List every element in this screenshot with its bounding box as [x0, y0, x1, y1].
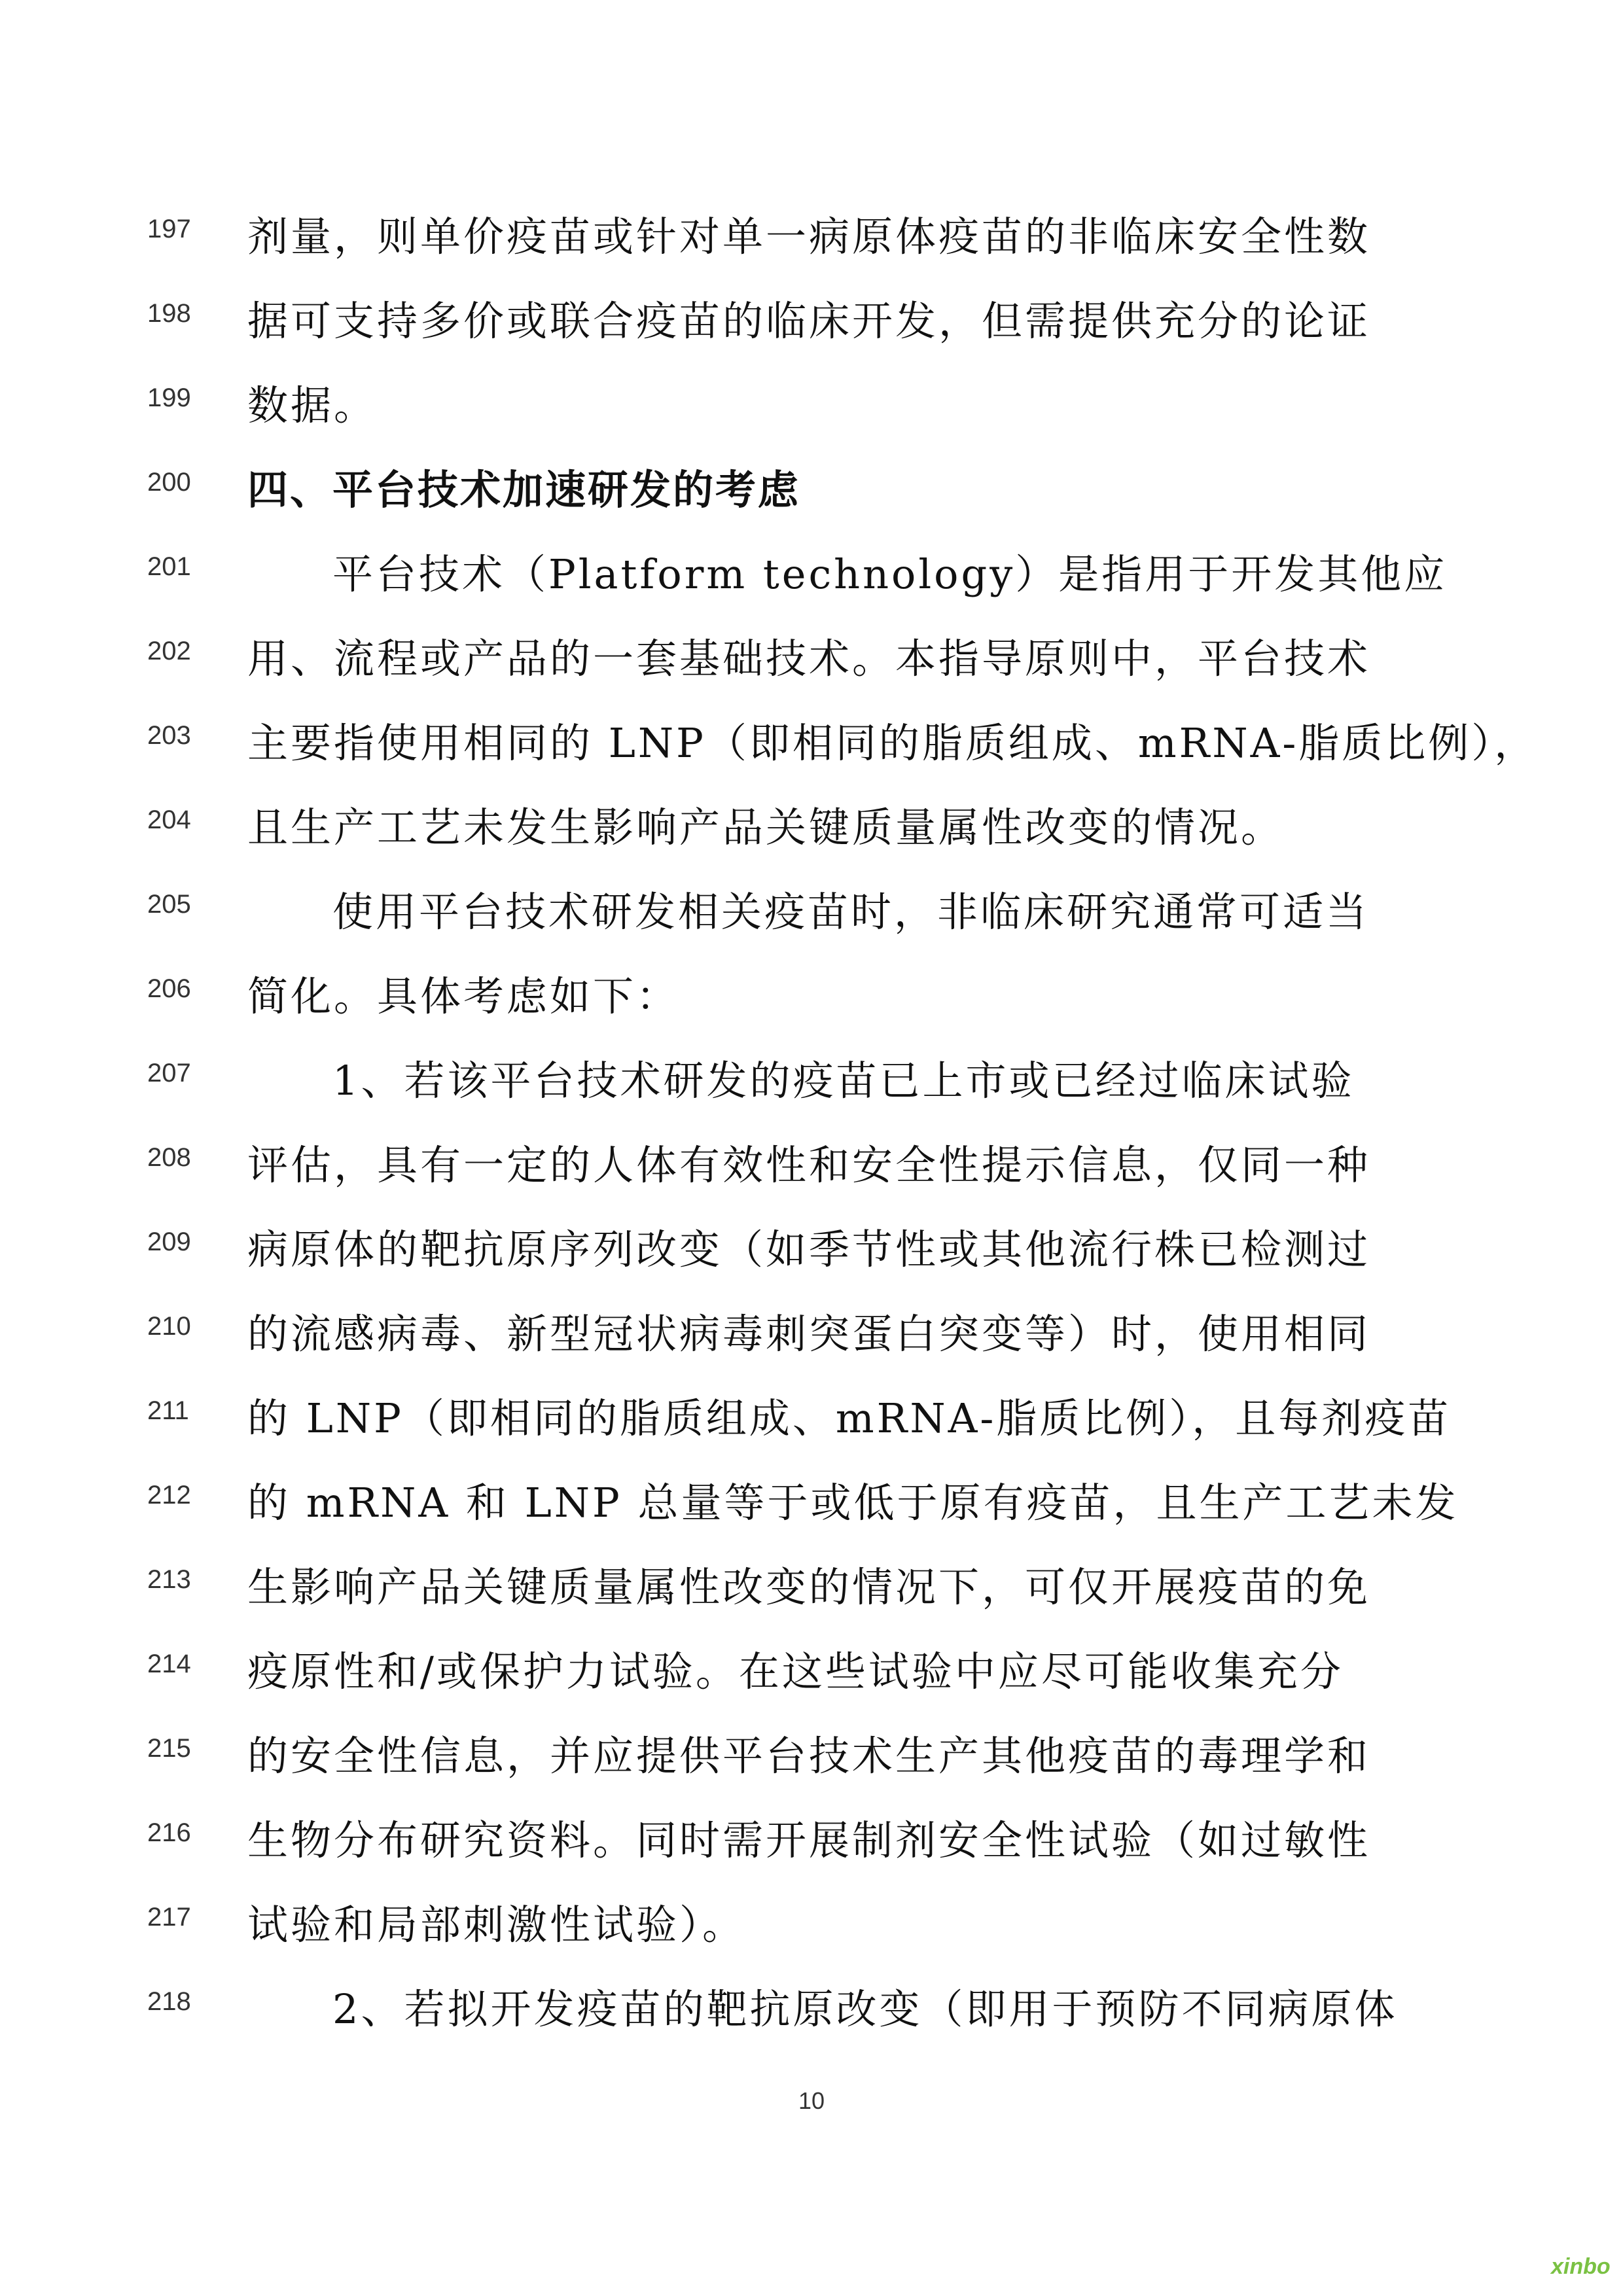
line-number: 216	[147, 1818, 191, 1847]
line-number: 207	[147, 1059, 191, 1087]
text-line	[0, 696, 1623, 781]
text-line	[0, 1034, 1623, 1119]
line-text: 的流感病毒、新型冠状病毒刺突蛋白突变等）时，使用相同	[247, 1310, 1371, 1358]
line-number: 211	[147, 1396, 189, 1425]
line-number: 197	[147, 215, 191, 243]
text-line	[0, 1287, 1623, 1372]
line-text: 疫原性和/或保护力试验。在这些试验中应尽可能收集充分	[247, 1648, 1344, 1695]
line-number: 214	[147, 1650, 191, 1678]
text-line	[0, 443, 1623, 528]
text-line	[0, 1878, 1623, 1963]
text-line	[0, 359, 1623, 444]
line-text: 平台技术（Platform technology）是指用于开发其他应	[332, 550, 1448, 598]
line-text: 且生产工艺未发生影响产品关键质量属性改变的情况。	[247, 804, 1285, 851]
line-number: 201	[147, 552, 191, 581]
text-line	[0, 612, 1623, 697]
line-number: 200	[147, 468, 191, 497]
line-text: 病原体的靶抗原序列改变（如季节性或其他流行株已检测过	[247, 1226, 1371, 1273]
line-number: 217	[147, 1903, 191, 1932]
text-line	[0, 865, 1623, 950]
line-text: 1、若该平台技术研发的疫苗已上市或已经过临床试验	[332, 1057, 1355, 1104]
line-text: 主要指使用相同的 LNP（即相同的脂质组成、mRNA-脂质比例），	[247, 719, 1538, 767]
line-number: 213	[147, 1565, 191, 1594]
text-line	[0, 1456, 1623, 1541]
line-text: 2、若拟开发疫苗的靶抗原改变（即用于预防不同病原体	[332, 1985, 1398, 2033]
line-number: 209	[147, 1227, 191, 1256]
line-number: 199	[147, 383, 191, 412]
line-text: 的 LNP（即相同的脂质组成、mRNA-脂质比例），且每剂疫苗	[247, 1394, 1452, 1442]
line-number: 218	[147, 1987, 191, 2016]
line-text: 生影响产品关键质量属性改变的情况下，可仅开展疫苗的免	[247, 1563, 1371, 1611]
line-number: 202	[147, 637, 191, 665]
text-line	[0, 1709, 1623, 1794]
watermark-logo: xinbo	[1551, 2254, 1611, 2279]
line-number: 206	[147, 974, 191, 1003]
line-number: 210	[147, 1312, 191, 1341]
line-text: 使用平台技术研发相关疫苗时，非临床研究通常可适当	[332, 888, 1370, 936]
line-number: 198	[147, 299, 191, 328]
line-number: 205	[147, 890, 191, 919]
text-line	[0, 1962, 1623, 2047]
line-text: 数据。	[247, 381, 378, 429]
page-number: 10	[798, 2087, 825, 2114]
text-line	[0, 949, 1623, 1034]
line-number: 204	[147, 805, 191, 834]
line-text: 的安全性信息，并应提供平台技术生产其他疫苗的毒理学和	[247, 1732, 1371, 1780]
text-line	[0, 274, 1623, 359]
line-text: 用、流程或产品的一套基础技术。本指导原则中，平台技术	[247, 635, 1371, 682]
line-text: 试验和局部刺激性试验）。	[247, 1901, 746, 1949]
text-line	[0, 1371, 1623, 1457]
line-number: 215	[147, 1734, 191, 1763]
line-text: 评估，具有一定的人体有效性和安全性提示信息，仅同一种	[247, 1141, 1371, 1189]
line-text: 生物分布研究资料。同时需开展制剂安全性试验（如过敏性	[247, 1816, 1371, 1864]
text-line	[0, 190, 1623, 275]
line-text: 剂量，则单价疫苗或针对单一病原体疫苗的非临床安全性数	[247, 213, 1371, 260]
line-number: 212	[147, 1481, 191, 1510]
line-text: 的 mRNA 和 LNP 总量等于或低于原有疫苗，且生产工艺未发	[247, 1479, 1459, 1527]
section-heading: 四、平台技术加速研发的考虑	[247, 466, 801, 514]
line-text: 据可支持多价或联合疫苗的临床开发，但需提供充分的论证	[247, 297, 1371, 345]
line-number: 203	[147, 721, 191, 750]
line-text: 简化。具体考虑如下：	[247, 972, 680, 1020]
text-line	[0, 1793, 1623, 1879]
line-number: 208	[147, 1143, 191, 1172]
text-line	[0, 1540, 1623, 1625]
text-line	[0, 1118, 1623, 1203]
text-line	[0, 527, 1623, 612]
text-line	[0, 1203, 1623, 1288]
text-line	[0, 781, 1623, 866]
text-line	[0, 1625, 1623, 1710]
